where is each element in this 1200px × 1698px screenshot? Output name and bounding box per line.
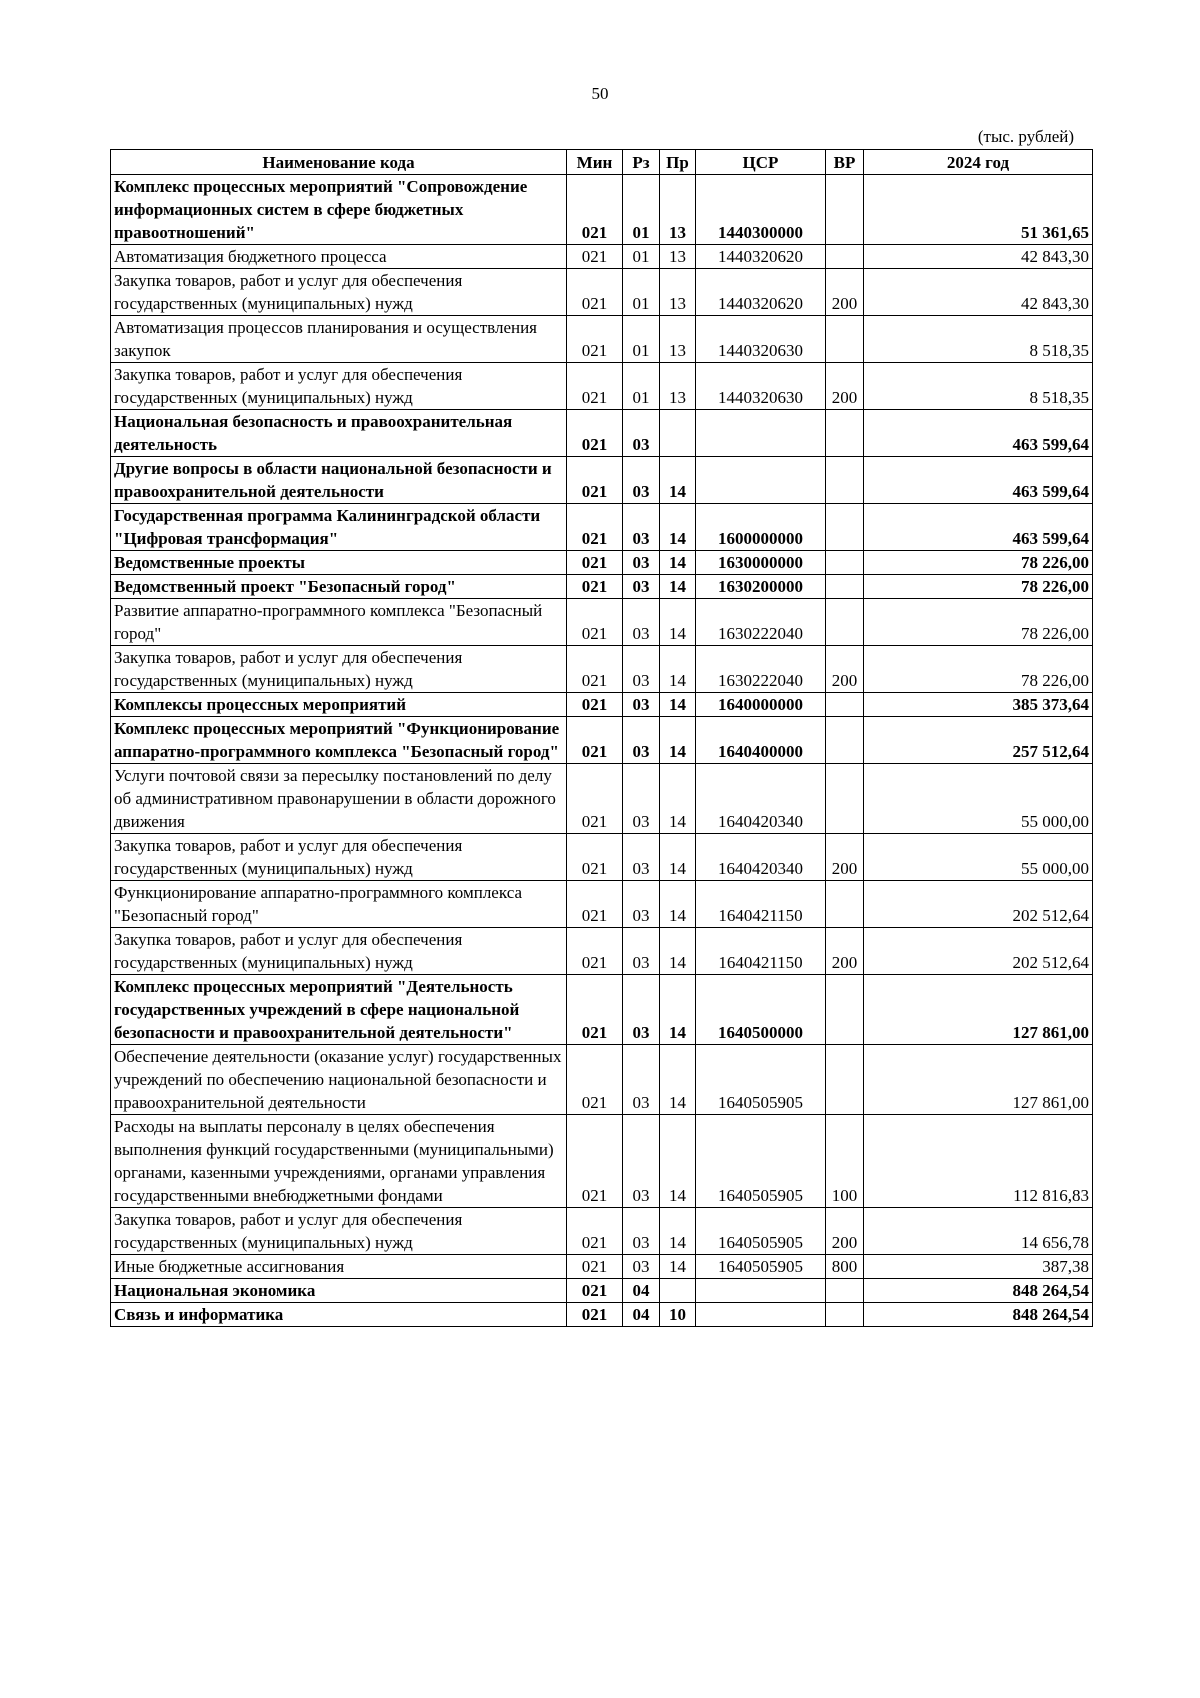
cell-pr: 14: [660, 1115, 696, 1208]
cell-min: 021: [567, 269, 623, 316]
cell-vr: 200: [826, 1208, 864, 1255]
cell-min: 021: [567, 834, 623, 881]
cell-min: 021: [567, 363, 623, 410]
header-rz: Рз: [623, 150, 660, 175]
table-row: [111, 834, 1093, 881]
cell-csr: [696, 1279, 826, 1303]
cell-name: Другие вопросы в области национальной безопасности и правоохранительной деятельности: [111, 457, 567, 504]
cell-pr: 14: [660, 834, 696, 881]
cell-amount: 14 656,78: [864, 1208, 1093, 1255]
cell-pr: 14: [660, 1045, 696, 1115]
cell-csr: 1630200000: [696, 575, 826, 599]
units-label: (тыс. рублей): [977, 127, 1074, 146]
cell-min: 021: [567, 1045, 623, 1115]
table-row: [111, 457, 1093, 504]
cell-vr: [826, 457, 864, 504]
cell-csr: 1600000000: [696, 504, 826, 551]
table-row: [111, 504, 1093, 551]
table-row: [111, 764, 1093, 834]
table-header: [111, 150, 1093, 175]
table-row: [111, 928, 1093, 975]
cell-rz: 03: [623, 881, 660, 928]
cell-name: Иные бюджетные ассигнования: [111, 1255, 567, 1279]
cell-rz: 03: [623, 1045, 660, 1115]
cell-csr: 1640505905: [696, 1045, 826, 1115]
cell-rz: 03: [623, 1115, 660, 1208]
cell-min: 021: [567, 175, 623, 245]
cell-amount: 78 226,00: [864, 575, 1093, 599]
table-row: [111, 269, 1093, 316]
cell-min: 021: [567, 575, 623, 599]
cell-vr: 100: [826, 1115, 864, 1208]
cell-csr: 1440300000: [696, 175, 826, 245]
cell-min: 021: [567, 316, 623, 363]
cell-name: Государственная программа Калининградской области "Цифровая трансформация": [111, 504, 567, 551]
cell-csr: 1440320620: [696, 269, 826, 316]
cell-min: 021: [567, 1208, 623, 1255]
cell-csr: 1640000000: [696, 693, 826, 717]
cell-vr: [826, 245, 864, 269]
cell-rz: 03: [623, 551, 660, 575]
header-year: 2024 год: [864, 150, 1093, 175]
cell-vr: [826, 504, 864, 551]
cell-name: Комплекс процессных мероприятий "Сопровождение информационных систем в сфере бюджетных правоотношений": [111, 175, 567, 245]
cell-rz: 01: [623, 363, 660, 410]
cell-rz: 01: [623, 269, 660, 316]
cell-vr: [826, 1279, 864, 1303]
table-row: [111, 717, 1093, 764]
cell-csr: 1630000000: [696, 551, 826, 575]
cell-pr: 14: [660, 575, 696, 599]
cell-amount: 42 843,30: [864, 269, 1093, 316]
cell-amount: 78 226,00: [864, 551, 1093, 575]
cell-rz: 01: [623, 316, 660, 363]
cell-rz: 03: [623, 1255, 660, 1279]
cell-name: Закупка товаров, работ и услуг для обеспечения государственных (муниципальных) нужд: [111, 1208, 567, 1255]
cell-pr: 14: [660, 457, 696, 504]
table-row: [111, 1115, 1093, 1208]
cell-rz: 03: [623, 599, 660, 646]
cell-rz: 03: [623, 410, 660, 457]
cell-name: Комплексы процессных мероприятий: [111, 693, 567, 717]
cell-amount: 202 512,64: [864, 928, 1093, 975]
cell-name: Обеспечение деятельности (оказание услуг) государственных учреждений по обеспечению национальной безопасности и правоохранительной деятельности: [111, 1045, 567, 1115]
table-row: [111, 881, 1093, 928]
cell-name: Ведомственные проекты: [111, 551, 567, 575]
cell-rz: 03: [623, 646, 660, 693]
cell-name: Закупка товаров, работ и услуг для обеспечения государственных (муниципальных) нужд: [111, 928, 567, 975]
table-row: [111, 316, 1093, 363]
cell-vr: 200: [826, 834, 864, 881]
cell-pr: 14: [660, 881, 696, 928]
cell-amount: 127 861,00: [864, 975, 1093, 1045]
cell-name: Автоматизация бюджетного процесса: [111, 245, 567, 269]
cell-rz: 03: [623, 764, 660, 834]
cell-min: 021: [567, 646, 623, 693]
cell-amount: 848 264,54: [864, 1279, 1093, 1303]
table-row: [111, 1255, 1093, 1279]
table-row: [111, 1208, 1093, 1255]
cell-csr: 1640505905: [696, 1208, 826, 1255]
cell-amount: 78 226,00: [864, 599, 1093, 646]
cell-vr: [826, 1303, 864, 1327]
cell-amount: 8 518,35: [864, 363, 1093, 410]
table-row: [111, 646, 1093, 693]
cell-amount: 112 816,83: [864, 1115, 1093, 1208]
cell-name: Закупка товаров, работ и услуг для обеспечения государственных (муниципальных) нужд: [111, 363, 567, 410]
cell-pr: 13: [660, 363, 696, 410]
cell-csr: [696, 457, 826, 504]
cell-min: 021: [567, 764, 623, 834]
page-number: 50: [591, 84, 609, 103]
cell-vr: [826, 717, 864, 764]
cell-vr: [826, 175, 864, 245]
cell-min: 021: [567, 928, 623, 975]
cell-name: Закупка товаров, работ и услуг для обеспечения государственных (муниципальных) нужд: [111, 834, 567, 881]
cell-pr: [660, 1279, 696, 1303]
cell-rz: 03: [623, 504, 660, 551]
cell-csr: 1640400000: [696, 717, 826, 764]
cell-name: Услуги почтовой связи за пересылку постановлений по делу об административном правонарушении в области дорожного движения: [111, 764, 567, 834]
table-row: [111, 363, 1093, 410]
cell-vr: [826, 1045, 864, 1115]
cell-csr: 1640421150: [696, 881, 826, 928]
cell-vr: [826, 575, 864, 599]
cell-pr: [660, 410, 696, 457]
cell-pr: 14: [660, 1208, 696, 1255]
budget-table: [110, 149, 1093, 1327]
header-pr: Пр: [660, 150, 696, 175]
cell-vr: [826, 693, 864, 717]
cell-amount: 8 518,35: [864, 316, 1093, 363]
cell-amount: 463 599,64: [864, 504, 1093, 551]
cell-amount: 387,38: [864, 1255, 1093, 1279]
cell-min: 021: [567, 1255, 623, 1279]
table-row: [111, 1303, 1093, 1327]
cell-pr: 13: [660, 316, 696, 363]
cell-pr: 14: [660, 764, 696, 834]
cell-rz: 03: [623, 457, 660, 504]
cell-pr: 13: [660, 245, 696, 269]
cell-amount: 55 000,00: [864, 764, 1093, 834]
cell-name: Закупка товаров, работ и услуг для обеспечения государственных (муниципальных) нужд: [111, 646, 567, 693]
table-row: [111, 575, 1093, 599]
cell-rz: 03: [623, 1208, 660, 1255]
cell-amount: 848 264,54: [864, 1303, 1093, 1327]
cell-min: 021: [567, 717, 623, 764]
cell-vr: [826, 599, 864, 646]
cell-amount: 463 599,64: [864, 410, 1093, 457]
cell-name: Национальная экономика: [111, 1279, 567, 1303]
cell-rz: 03: [623, 575, 660, 599]
cell-rz: 04: [623, 1279, 660, 1303]
table-row: [111, 245, 1093, 269]
table-row: [111, 1279, 1093, 1303]
header-row: [111, 150, 1093, 175]
cell-vr: 200: [826, 646, 864, 693]
cell-min: 021: [567, 410, 623, 457]
cell-pr: 14: [660, 693, 696, 717]
cell-min: 021: [567, 551, 623, 575]
cell-pr: 14: [660, 928, 696, 975]
cell-min: 021: [567, 504, 623, 551]
cell-name: Ведомственный проект "Безопасный город": [111, 575, 567, 599]
cell-min: 021: [567, 457, 623, 504]
cell-vr: [826, 881, 864, 928]
header-name: Наименование кода: [111, 150, 567, 175]
cell-vr: [826, 551, 864, 575]
cell-min: 021: [567, 693, 623, 717]
cell-pr: 14: [660, 599, 696, 646]
cell-rz: 01: [623, 175, 660, 245]
cell-pr: 13: [660, 175, 696, 245]
cell-min: 021: [567, 881, 623, 928]
table-row: [111, 551, 1093, 575]
cell-amount: 55 000,00: [864, 834, 1093, 881]
cell-name: Расходы на выплаты персоналу в целях обеспечения выполнения функций государственными (муниципальными) органами, казенными учреждениями, органами управления государственными внебюджетными фондами: [111, 1115, 567, 1208]
cell-amount: 202 512,64: [864, 881, 1093, 928]
cell-csr: 1640420340: [696, 834, 826, 881]
cell-csr: [696, 410, 826, 457]
cell-csr: 1440320620: [696, 245, 826, 269]
cell-vr: 200: [826, 363, 864, 410]
cell-rz: 03: [623, 717, 660, 764]
cell-csr: 1440320630: [696, 316, 826, 363]
cell-name: Связь и информатика: [111, 1303, 567, 1327]
cell-vr: 200: [826, 269, 864, 316]
cell-name: Функционирование аппаратно-программного комплекса "Безопасный город": [111, 881, 567, 928]
table-row: [111, 175, 1093, 245]
cell-vr: [826, 764, 864, 834]
cell-rz: 01: [623, 245, 660, 269]
cell-pr: 14: [660, 975, 696, 1045]
cell-rz: 04: [623, 1303, 660, 1327]
cell-vr: 200: [826, 928, 864, 975]
cell-csr: 1630222040: [696, 646, 826, 693]
cell-name: Комплекс процессных мероприятий "Функционирование аппаратно-программного комплекса "Безопасный город": [111, 717, 567, 764]
cell-name: Автоматизация процессов планирования и осуществления закупок: [111, 316, 567, 363]
cell-pr: 14: [660, 646, 696, 693]
cell-amount: 51 361,65: [864, 175, 1093, 245]
cell-csr: 1640500000: [696, 975, 826, 1045]
table-row: [111, 410, 1093, 457]
cell-csr: 1440320630: [696, 363, 826, 410]
cell-csr: 1640421150: [696, 928, 826, 975]
cell-pr: 14: [660, 1255, 696, 1279]
cell-amount: 463 599,64: [864, 457, 1093, 504]
cell-min: 021: [567, 599, 623, 646]
cell-min: 021: [567, 1115, 623, 1208]
header-min: Мин: [567, 150, 623, 175]
table-row: [111, 599, 1093, 646]
cell-name: Комплекс процессных мероприятий "Деятельность государственных учреждений в сфере национальной безопасности и правоохранительной деятельности": [111, 975, 567, 1045]
cell-name: Закупка товаров, работ и услуг для обеспечения государственных (муниципальных) нужд: [111, 269, 567, 316]
cell-pr: 13: [660, 269, 696, 316]
cell-pr: 10: [660, 1303, 696, 1327]
cell-vr: [826, 316, 864, 363]
cell-amount: 42 843,30: [864, 245, 1093, 269]
cell-rz: 03: [623, 834, 660, 881]
cell-rz: 03: [623, 693, 660, 717]
cell-min: 021: [567, 1303, 623, 1327]
cell-vr: 800: [826, 1255, 864, 1279]
cell-min: 021: [567, 1279, 623, 1303]
cell-min: 021: [567, 975, 623, 1045]
table-row: [111, 1045, 1093, 1115]
header-vr: ВР: [826, 150, 864, 175]
cell-csr: 1640420340: [696, 764, 826, 834]
cell-amount: 385 373,64: [864, 693, 1093, 717]
cell-rz: 03: [623, 928, 660, 975]
cell-pr: 14: [660, 504, 696, 551]
header-csr: ЦСР: [696, 150, 826, 175]
cell-name: Развитие аппаратно-программного комплекса "Безопасный город": [111, 599, 567, 646]
cell-csr: [696, 1303, 826, 1327]
table-row: [111, 975, 1093, 1045]
table-body: [111, 175, 1093, 1327]
cell-amount: 78 226,00: [864, 646, 1093, 693]
cell-pr: 14: [660, 717, 696, 764]
cell-csr: 1640505905: [696, 1255, 826, 1279]
cell-name: Национальная безопасность и правоохранительная деятельность: [111, 410, 567, 457]
cell-amount: 257 512,64: [864, 717, 1093, 764]
cell-min: 021: [567, 245, 623, 269]
cell-rz: 03: [623, 975, 660, 1045]
cell-csr: 1630222040: [696, 599, 826, 646]
cell-amount: 127 861,00: [864, 1045, 1093, 1115]
table-row: [111, 693, 1093, 717]
cell-vr: [826, 975, 864, 1045]
cell-pr: 14: [660, 551, 696, 575]
cell-vr: [826, 410, 864, 457]
cell-csr: 1640505905: [696, 1115, 826, 1208]
